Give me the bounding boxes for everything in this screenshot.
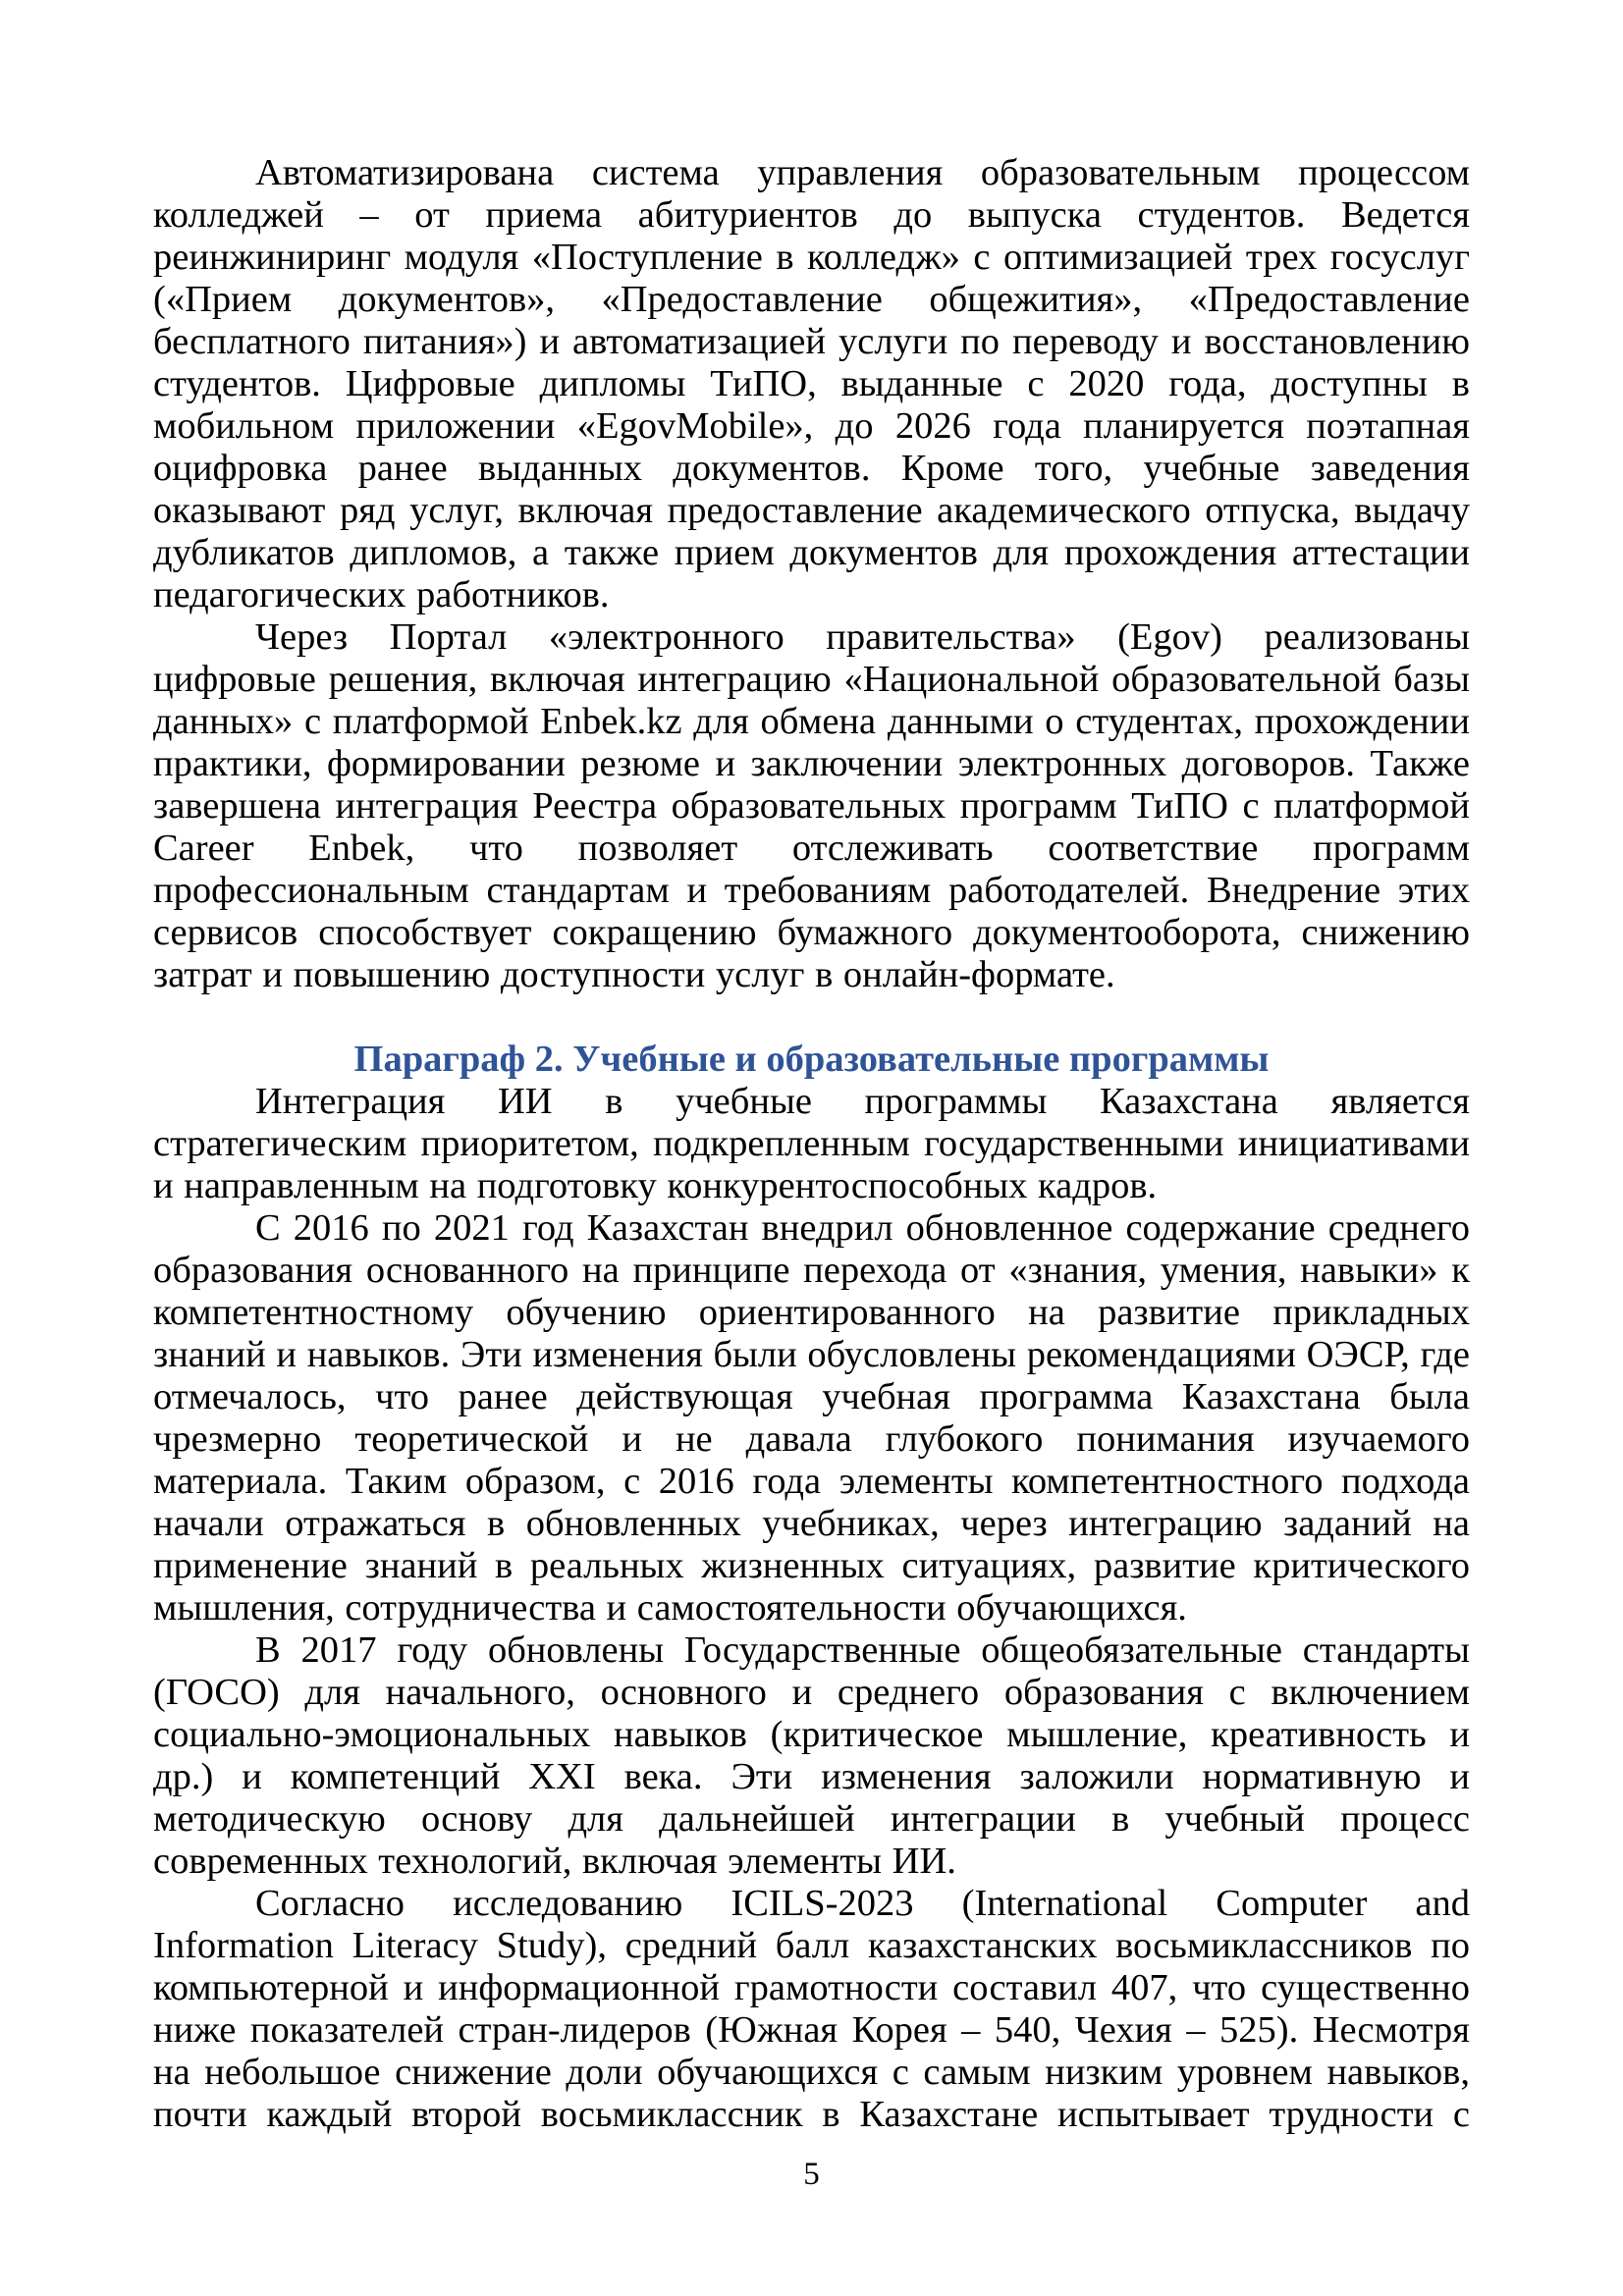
body-paragraph-6: Согласно исследованию ICILS-2023 (International Computer and Information Literacy Study), средний балл казахстанских восьмиклассников по компьютерной и информационной грамотности составил 407, что существенно ниже показателей стран-лидеров (Южная Корея – 540, Чехия – 525). Несмотря на небольшое снижение доли обучающихся с самым низким уровнем навыков, почти каждый второй восьмиклассник в Казахстане испытывает трудности с bbox=[153, 1883, 1470, 2135]
body-paragraph-3: Интеграция ИИ в учебные программы Казахстана является стратегическим приоритетом, подкрепленным государственными инициативами и направленным на подготовку конкурентоспособных кадров. bbox=[153, 1081, 1470, 1206]
page-number: 5 bbox=[803, 2157, 820, 2192]
body-paragraph-4: С 2016 по 2021 год Казахстан внедрил обновленное содержание среднего образования основанного на принципе перехода от «знания, умения, навыки» к компетентностному обучению ориентированного на развитие прикладных знаний и навыков. Эти изменения были обусловлены рекомендациями ОЭСР, где отмечалось, что ранее действующая учебная программа Казахстана была чрезмерно теоретической и не давала глубокого понимания изучаемого материала. Таким образом, с 2016 года элементы компетентностного подхода начали отражаться в обновленных учебниках, через интеграцию заданий на применение знаний в реальных жизненных ситуациях, развитие критического мышления, сотрудничества и самостоятельности обучающихся. bbox=[153, 1207, 1470, 1629]
body-paragraph-1: Автоматизирована система управления образовательным процессом колледжей – от приема абитуриентов до выпуска студентов. Ведется реинжиниринг модуля «Поступление в колледж» с оптимизацией трех госуслуг («Прием документов», «Предоставление общежития», «Предоставление бесплатного питания») и автоматизацией услуги по переводу и восстановлению студентов. Цифровые дипломы ТиПО, выданные с 2020 года, доступны в мобильном приложении «EgovMobile», до 2026 года планируется поэтапная оцифровка ранее выданных документов. Кроме того, учебные заведения оказывают ряд услуг, включая предоставление академического отпуска, выдачу дубликатов дипломов, а также прием документов для прохождения аттестации педагогических работников. bbox=[153, 152, 1470, 615]
section-heading: Параграф 2. Учебные и образовательные программы bbox=[353, 1039, 1270, 1080]
body-paragraph-2: Через Портал «электронного правительства» (Egov) реализованы цифровые решения, включая интеграцию «Национальной образовательной базы данных» с платформой Enbek.kz для обмена данными о студентах, прохождении практики, формировании резюме и заключении электронных договоров. Также завершена интеграция Реестра образовательных программ ТиПО с платформой Career Enbek, что позволяет отслеживать соответствие программ профессиональным стандартам и требованиям работодателей. Внедрение этих сервисов способствует сокращению бумажного документооборота, снижению затрат и повышению доступности услуг в онлайн-формате. bbox=[153, 616, 1470, 995]
body-paragraph-5: В 2017 году обновлены Государственные общеобязательные стандарты (ГОСО) для начального, основного и среднего образования с включением социально-эмоциональных навыков (критическое мышление, креативность и др.) и компетенций XXI века. Эти изменения заложили нормативную и методическую основу для дальнейшей интеграции в учебный процесс современных технологий, включая элементы ИИ. bbox=[153, 1629, 1470, 1882]
